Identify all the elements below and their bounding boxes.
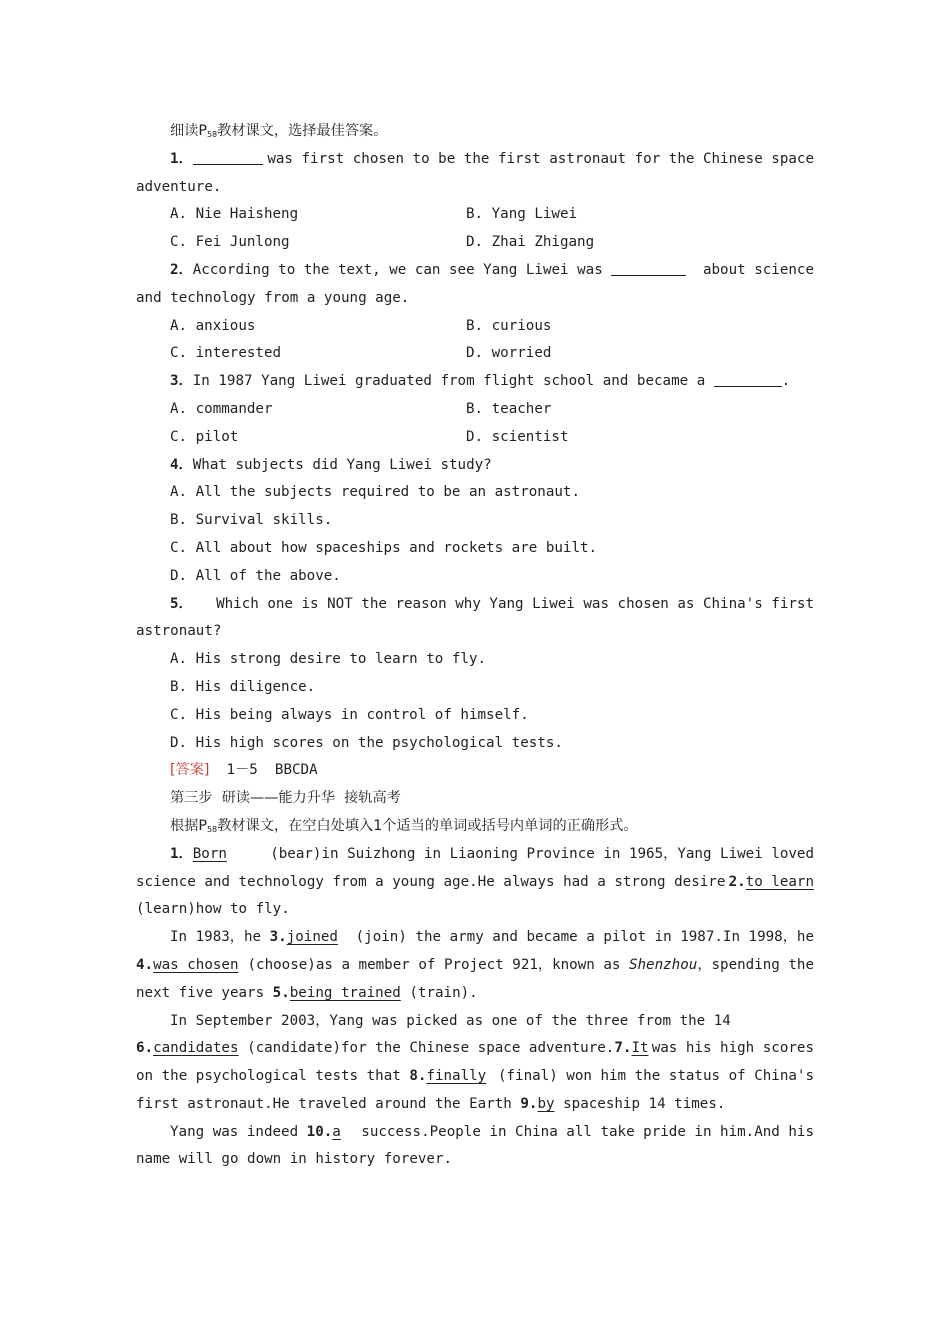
option: C. Fei Junlong: [170, 234, 290, 251]
filled-answer: Born: [192, 845, 227, 862]
passage-line: on the psychological tests that 8.finally (final) won him the status of China's: [136, 1068, 814, 1085]
answer-blank: [714, 368, 782, 387]
passage-line: 4.was chosen (choose)as a member of Project 921，known as Shenzhou，spending the: [136, 956, 814, 973]
passage-line: first astronaut.He traveled around the Earth 9.by spaceship 14 times.: [136, 1095, 726, 1112]
answer-blank: [193, 146, 263, 165]
option: C. His being always in control of himself.: [170, 706, 529, 723]
option: D. scientist: [466, 428, 569, 445]
option: A. Nie Haisheng: [170, 206, 299, 223]
filled-answer: joined: [286, 929, 338, 946]
filled-answer: a: [332, 1123, 341, 1140]
passage-line: next five years 5.being trained (train).: [136, 984, 478, 1001]
passage-line: name will go down in history forever.: [136, 1151, 453, 1168]
question-1-stem-cont: adventure.: [136, 178, 222, 195]
option: B. Yang Liwei: [466, 206, 578, 223]
option: D. Zhai Zhigang: [466, 234, 595, 251]
filled-answer: being trained: [289, 984, 401, 1001]
answer-key: [答案] 1－5 BBCDA: [170, 762, 318, 779]
question-2-options-ab: [136, 313, 814, 341]
option: A. commander: [170, 400, 273, 417]
question-1-stem: 1． was first chosen to be the first astronaut for the Chinese space: [136, 146, 814, 174]
question-3-options-ab: [136, 396, 814, 424]
passage-line: science and technology from a young age.He always had a strong desire 2.to learn: [136, 873, 814, 890]
option: A. All the subjects required to be an astronaut.: [170, 484, 580, 501]
passage-line: In September 2003，Yang was picked as one of the three from the 14: [170, 1012, 731, 1029]
filled-answer: to learn: [745, 873, 814, 890]
filled-answer: candidates: [153, 1040, 239, 1057]
option: A. His strong desire to learn to fly.: [170, 651, 487, 668]
question-3-options-cd: [136, 424, 814, 452]
document-page: [136, 118, 814, 1174]
question-2-stem-cont: and technology from a young age.: [136, 289, 410, 306]
option: D. His high scores on the psychological tests.: [170, 734, 563, 751]
option: B. His diligence.: [170, 678, 316, 695]
option: C. interested: [170, 345, 282, 362]
question-1-options-cd: [136, 229, 814, 257]
filled-answer: was chosen: [153, 956, 239, 973]
answer-tag: [答案]: [170, 762, 210, 779]
question-2-options-cd: [136, 340, 814, 368]
option: B. Survival skills.: [170, 512, 333, 529]
question-5-stem: 5． Which one is NOT the reason why Yang Liwei was chosen as China's first: [170, 595, 814, 612]
question-1-options-ab: [136, 201, 814, 229]
instruction-heading: 细读$P_{58}$教材课文，选择最佳答案。: [170, 123, 388, 139]
option: D. worried: [466, 345, 552, 362]
question-2-stem: 2．According to the text, we can see Yang Liwei was about science: [136, 257, 814, 285]
question-4-stem: 4．What subjects did Yang Liwei study?: [170, 456, 492, 473]
passage-line: 6.candidates (candidate)for the Chinese space adventure.7.It was his high scores: [136, 1040, 814, 1057]
filled-answer: finally: [426, 1068, 487, 1085]
option: B. curious: [466, 317, 552, 334]
answer-blank: [611, 257, 686, 276]
option: A. anxious: [170, 317, 256, 334]
passage-line: 1．Born (bear)in Suizhong in Liaoning Province in 1965，Yang Liwei loved: [170, 845, 814, 862]
option: B. teacher: [466, 400, 552, 417]
filled-answer: It: [631, 1040, 649, 1057]
instruction-heading-2: 根据$P_{58}$教材课文，在空白处填入1个适当的单词或括号内单词的正确形式。: [170, 817, 638, 834]
option: C. All about how spaceships and rockets are built.: [170, 539, 598, 556]
question-5-stem-cont: astronaut?: [136, 623, 222, 640]
passage-line: In 1983，he 3.joined (join) the army and became a pilot in 1987.In 1998，he: [170, 929, 814, 946]
option: C. pilot: [170, 428, 239, 445]
filled-answer: by: [537, 1095, 555, 1112]
question-3-stem: 3．In 1987 Yang Liwei graduated from flight school and became a .: [136, 368, 814, 396]
passage-line: (learn)how to fly.: [136, 901, 290, 918]
passage-line: Yang was indeed 10.a success.People in China all take pride in him.And his: [170, 1123, 814, 1140]
option: D. All of the above.: [170, 567, 341, 584]
step-heading: 第三步 研读——能力升华 接轨高考: [170, 790, 401, 807]
